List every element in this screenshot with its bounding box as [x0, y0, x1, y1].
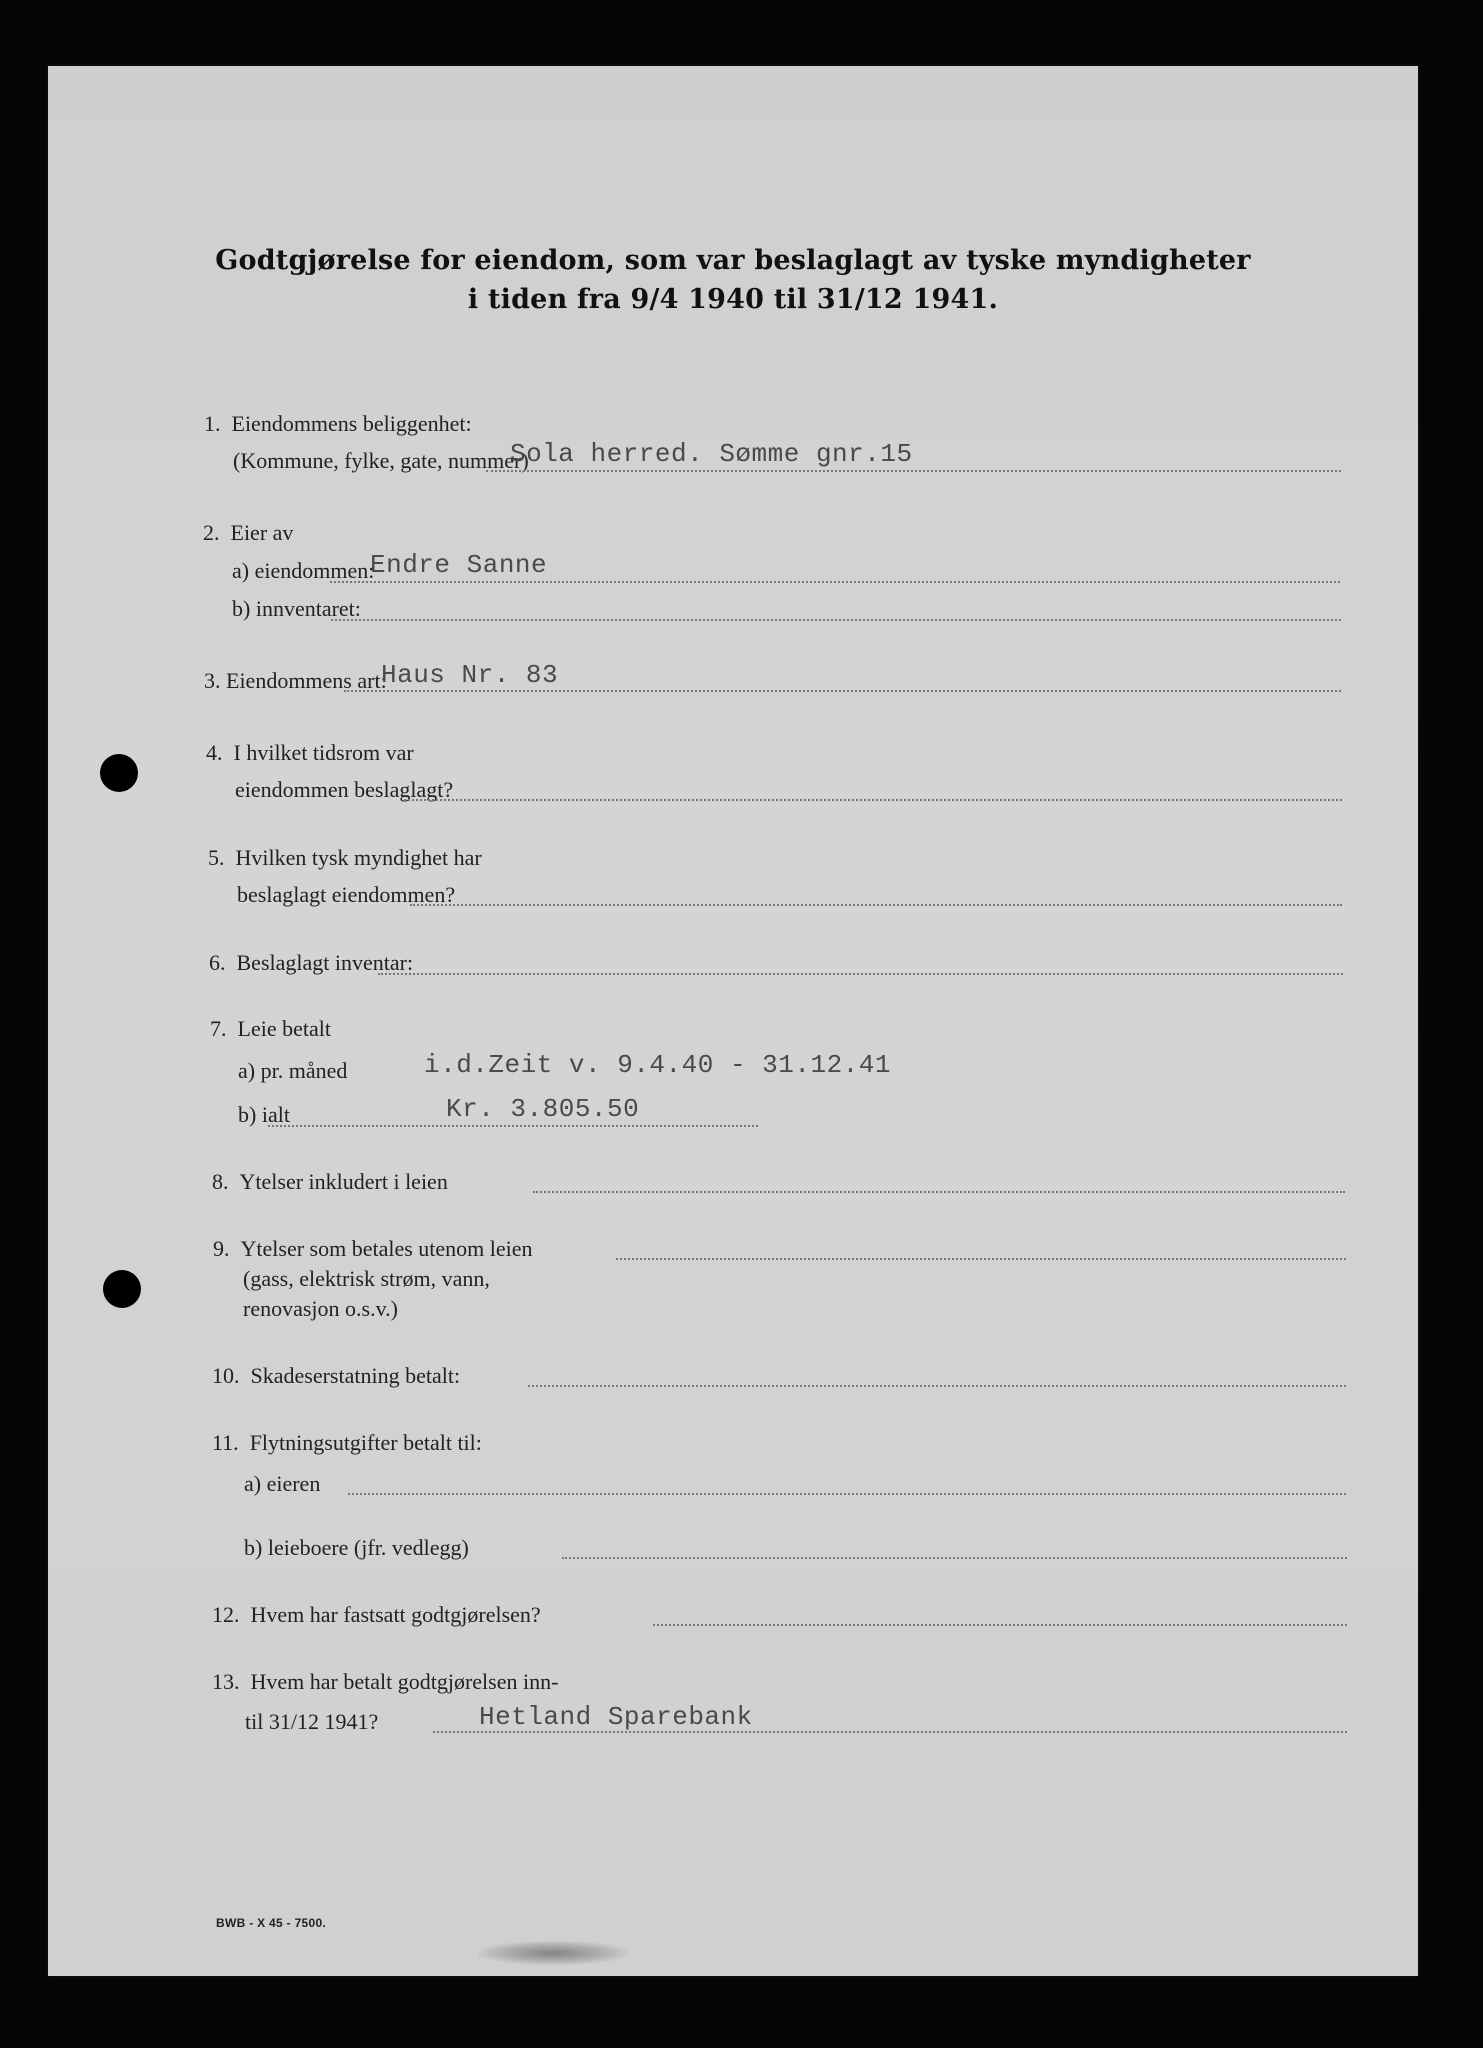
q1-text: Eiendommens beliggenhet: [231, 411, 472, 436]
q9-sub-2: renovasjon o.s.v.) [243, 1296, 398, 1321]
q11-text: Flytningsutgifter betalt til: [249, 1430, 482, 1455]
q10-text: Skadeserstatning betalt: [250, 1363, 461, 1388]
q7-b-line [268, 1125, 758, 1127]
q1-label [204, 411, 472, 437]
q12-text: Hvem har fastsatt godtgjørelsen? [250, 1602, 541, 1627]
q7-label [210, 1016, 331, 1042]
q2-a-answer: Endre Sanne [370, 550, 548, 580]
title-line-2: i tiden fra 9/4 1940 til 31/12 1941. [467, 284, 999, 315]
q13-label [212, 1669, 558, 1695]
q2-a-line [330, 581, 1340, 583]
q3-text: Eiendommens art: [226, 668, 387, 693]
q2-number: 2. [203, 520, 220, 545]
q7-text: Leie betalt [237, 1016, 331, 1041]
ink-smudge [478, 1941, 628, 1965]
q5-sub: beslaglagt eiendommen? [237, 882, 456, 907]
q8-text: Ytelser inkludert i leien [239, 1169, 448, 1194]
q9-answer-line [616, 1258, 1346, 1260]
form-title [48, 241, 1418, 319]
q7-b-label: b) ialt [238, 1102, 290, 1127]
q3-answer-line [344, 690, 1341, 692]
q2-a-label: a) eiendommen: [232, 558, 375, 583]
q1-number: 1. [204, 411, 221, 436]
q4-text: I hvilket tidsrom var [233, 740, 414, 765]
q1-sub: (Kommune, fylke, gate, nummer) [233, 448, 529, 473]
q1-answer-line [486, 470, 1341, 472]
q10-number: 10. [212, 1363, 240, 1388]
q11-a-label: a) eieren [244, 1471, 321, 1496]
q4-label [206, 740, 414, 766]
print-mark: BWB - X 45 - 7500. [216, 1916, 327, 1930]
q11-b-label: b) leieboere (jfr. vedlegg) [244, 1535, 469, 1560]
q13-text: Hvem har betalt godtgjørelsen inn- [250, 1669, 559, 1694]
q11-a-line [348, 1493, 1346, 1495]
q9-label [213, 1236, 533, 1262]
q13-number: 13. [212, 1669, 240, 1694]
q12-label [212, 1602, 541, 1628]
q6-number: 6. [209, 950, 226, 975]
q1-answer: Sola herred. Sømme gnr.15 [510, 439, 913, 469]
q10-answer-line [528, 1385, 1346, 1387]
q8-answer-line [533, 1191, 1345, 1193]
punch-hole-top [100, 754, 138, 792]
q12-number: 12. [212, 1602, 240, 1627]
q7-b-answer: Kr. 3.805.50 [446, 1094, 640, 1124]
q8-label [212, 1169, 448, 1195]
q5-text: Hvilken tysk myndighet har [235, 845, 482, 870]
q9-number: 9. [213, 1236, 230, 1261]
q2-text: Eier av [230, 520, 294, 545]
q2-label [203, 520, 293, 546]
q10-label [212, 1363, 460, 1389]
q11-label [212, 1430, 482, 1456]
form-page [48, 66, 1418, 1976]
q13-answer: Hetland Sparebank [479, 1702, 753, 1732]
q4-sub: eiendommen beslaglagt? [235, 777, 454, 802]
q2-b-line [331, 619, 1341, 621]
q12-answer-line [653, 1624, 1347, 1626]
q9-text: Ytelser som betales utenom leien [240, 1236, 533, 1261]
q4-answer-line [404, 799, 1342, 801]
punch-hole-bottom [103, 1270, 141, 1308]
q7-number: 7. [210, 1016, 227, 1041]
q11-number: 11. [212, 1430, 239, 1455]
q9-sub-1: (gass, elektrisk strøm, vann, [243, 1266, 490, 1291]
q3-number: 3. [204, 668, 221, 693]
title-line-1: Godtgjørelse for eiendom, som var beslaglagt av tyske myndigheter [215, 245, 1251, 276]
q7-a-answer: i.d.Zeit v. 9.4.40 - 31.12.41 [424, 1050, 891, 1080]
q11-b-line [562, 1557, 1347, 1559]
q5-answer-line [410, 904, 1342, 906]
q4-number: 4. [206, 740, 223, 765]
q13-sub: til 31/12 1941? [245, 1709, 379, 1734]
q5-label [208, 845, 482, 871]
q2-b-label: b) innventaret: [232, 596, 361, 621]
q6-text: Beslaglagt inventar: [236, 950, 414, 975]
q6-answer-line [378, 973, 1343, 975]
q5-number: 5. [208, 845, 225, 870]
q3-answer: Haus Nr. 83 [381, 660, 559, 690]
q7-a-label: a) pr. måned [238, 1058, 348, 1083]
q8-number: 8. [212, 1169, 229, 1194]
